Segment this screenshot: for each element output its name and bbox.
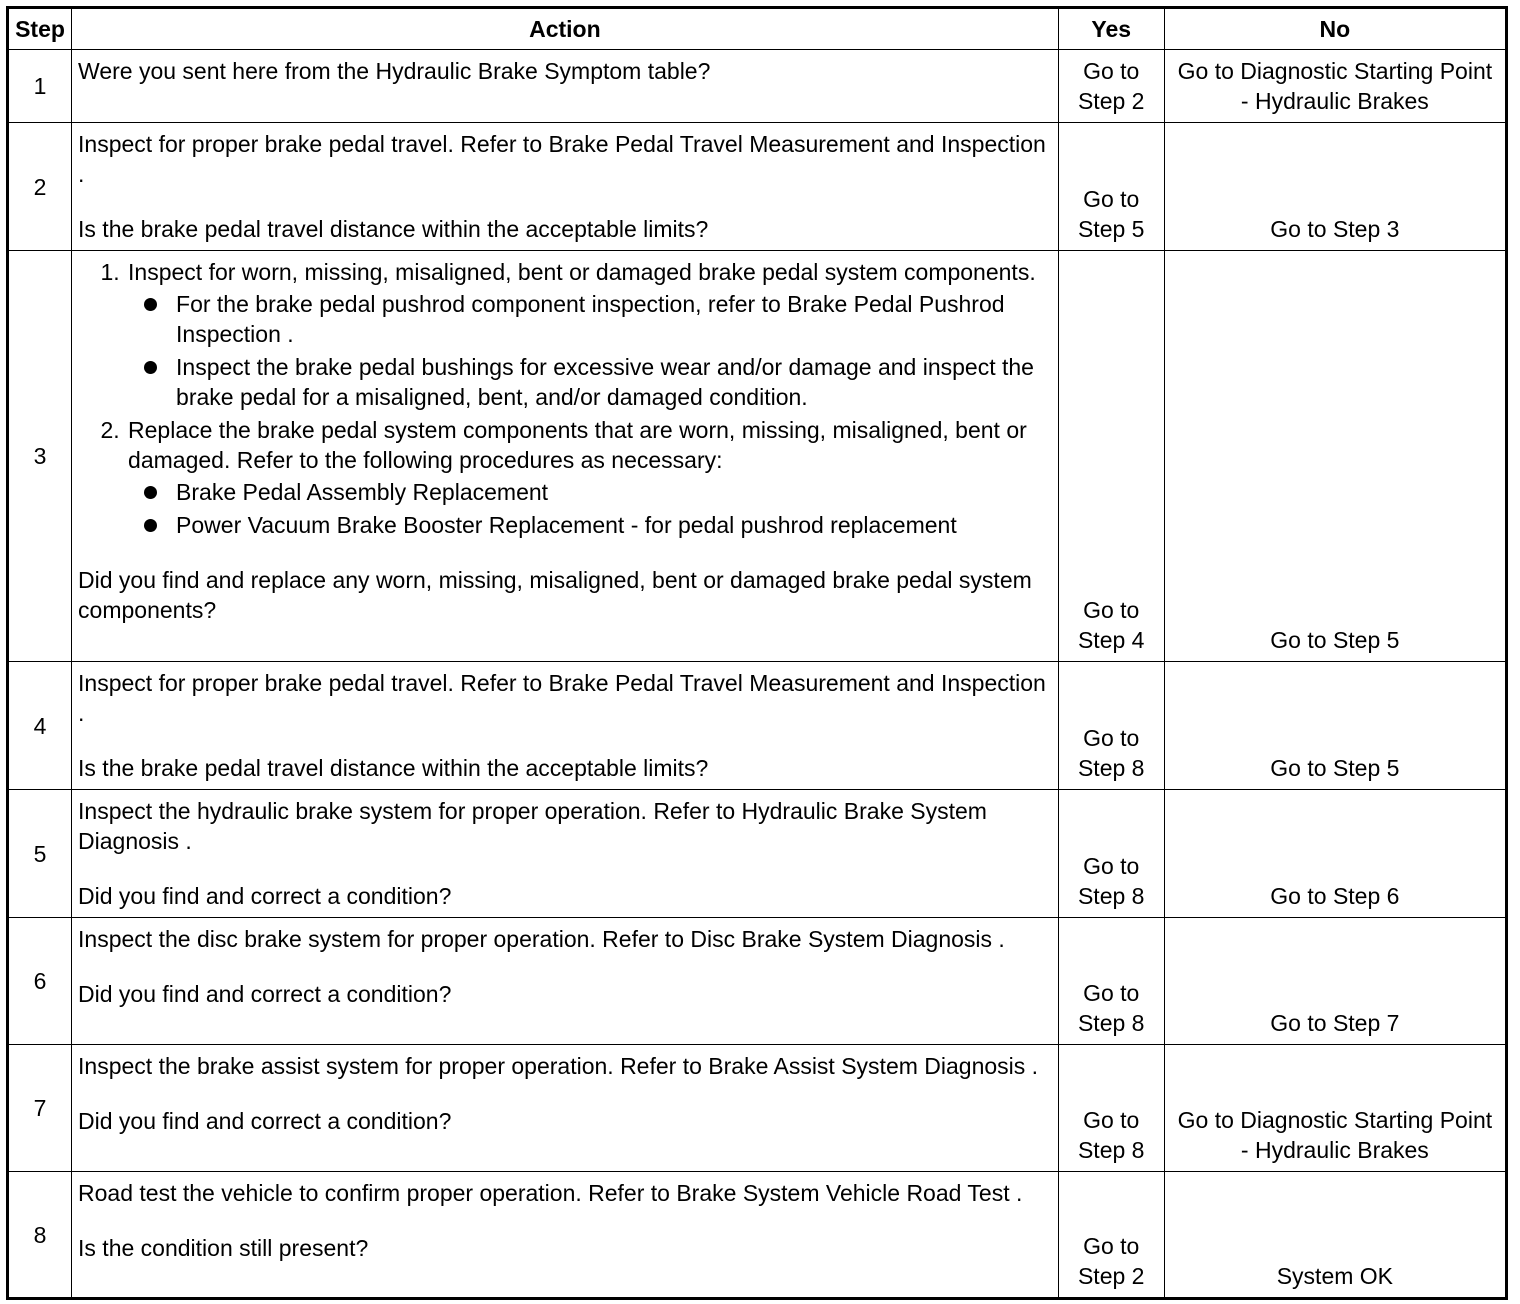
yes-cell: Go to Step 8 bbox=[1058, 1045, 1164, 1172]
table-row-step-4 bbox=[8, 662, 1507, 790]
step-number: 2 bbox=[8, 123, 72, 251]
yes-cell: Go to Step 4 bbox=[1058, 251, 1164, 662]
action-cell bbox=[72, 1045, 1059, 1172]
table-row-step-1 bbox=[8, 50, 1507, 123]
action-text: Road test the vehicle to confirm proper operation. Refer to Brake System Vehicle Road Test . bbox=[78, 1180, 1023, 1206]
header-row bbox=[8, 8, 1507, 50]
no-cell: Go to Step 7 bbox=[1164, 918, 1506, 1045]
action-text: Inspect for proper brake pedal travel. Refer to Brake Pedal Travel Measurement and Inspection . bbox=[78, 131, 1046, 187]
action-question: Did you find and replace any worn, missing, misaligned, bent or damaged brake pedal system components? bbox=[78, 567, 1032, 623]
no-cell: Go to Diagnostic Starting Point - Hydraulic Brakes bbox=[1164, 1045, 1506, 1172]
action-question: Is the brake pedal travel distance within the acceptable limits? bbox=[78, 755, 709, 781]
no-cell: Go to Diagnostic Starting Point - Hydraulic Brakes bbox=[1164, 50, 1506, 123]
no-cell: Go to Step 5 bbox=[1164, 662, 1506, 790]
yes-cell: Go to Step 8 bbox=[1058, 662, 1164, 790]
bullet-list bbox=[128, 289, 1052, 412]
bullet-item: Brake Pedal Assembly Replacement bbox=[176, 477, 1052, 507]
no-cell: Go to Step 5 bbox=[1164, 251, 1506, 662]
action-cell bbox=[72, 123, 1059, 251]
bullet-item: Power Vacuum Brake Booster Replacement - for pedal pushrod replacement bbox=[176, 510, 1052, 540]
step-number: 3 bbox=[8, 251, 72, 662]
action-text: Inspect the disc brake system for proper operation. Refer to Disc Brake System Diagnosis . bbox=[78, 926, 1005, 952]
action-cell bbox=[72, 50, 1059, 123]
table-row-step-3 bbox=[8, 251, 1507, 662]
yes-cell: Go to Step 2 bbox=[1058, 1172, 1164, 1299]
step-number: 5 bbox=[8, 790, 72, 918]
procedure-item bbox=[126, 257, 1052, 412]
action-question: Did you find and correct a condition? bbox=[78, 883, 452, 909]
table-row-step-7 bbox=[8, 1045, 1507, 1172]
table-row-step-6 bbox=[8, 918, 1507, 1045]
action-question: Did you find and correct a condition? bbox=[78, 981, 452, 1007]
action-text: Were you sent here from the Hydraulic Brake Symptom table? bbox=[78, 58, 711, 84]
action-cell bbox=[72, 790, 1059, 918]
header-action: Action bbox=[72, 8, 1059, 50]
yes-cell: Go to Step 5 bbox=[1058, 123, 1164, 251]
action-text: Inspect the brake assist system for proper operation. Refer to Brake Assist System Diagnosis . bbox=[78, 1053, 1039, 1079]
procedure-list bbox=[78, 257, 1052, 540]
header-no: No bbox=[1164, 8, 1506, 50]
header-step: Step bbox=[8, 8, 72, 50]
step-number: 4 bbox=[8, 662, 72, 790]
step-number: 7 bbox=[8, 1045, 72, 1172]
procedure-text: Replace the brake pedal system components that are worn, missing, misaligned, bent or damaged. Refer to the following procedures as necessary: bbox=[128, 417, 1027, 473]
yes-cell: Go to Step 8 bbox=[1058, 918, 1164, 1045]
diagnostic-table bbox=[6, 6, 1508, 1300]
no-cell: Go to Step 6 bbox=[1164, 790, 1506, 918]
action-question: Is the condition still present? bbox=[78, 1235, 369, 1261]
bullet-item: Inspect the brake pedal bushings for excessive wear and/or damage and inspect the brake pedal for a misaligned, bent, and/or damaged condition. bbox=[176, 352, 1052, 412]
procedure-text: Inspect for worn, missing, misaligned, bent or damaged brake pedal system components. bbox=[128, 259, 1036, 285]
bullet-item: For the brake pedal pushrod component inspection, refer to Brake Pedal Pushrod Inspection . bbox=[176, 289, 1052, 349]
step-number: 1 bbox=[8, 50, 72, 123]
action-cell bbox=[72, 1172, 1059, 1299]
no-cell: System OK bbox=[1164, 1172, 1506, 1299]
action-text: Inspect for proper brake pedal travel. Refer to Brake Pedal Travel Measurement and Inspection . bbox=[78, 670, 1046, 726]
bullet-list bbox=[128, 477, 1052, 540]
action-cell bbox=[72, 662, 1059, 790]
table-row-step-2 bbox=[8, 123, 1507, 251]
action-question: Did you find and correct a condition? bbox=[78, 1108, 452, 1134]
step-number: 6 bbox=[8, 918, 72, 1045]
procedure-item bbox=[126, 415, 1052, 540]
yes-cell: Go to Step 8 bbox=[1058, 790, 1164, 918]
yes-cell: Go to Step 2 bbox=[1058, 50, 1164, 123]
step-number: 8 bbox=[8, 1172, 72, 1299]
table-row-step-8 bbox=[8, 1172, 1507, 1299]
header-yes: Yes bbox=[1058, 8, 1164, 50]
action-text: Inspect the hydraulic brake system for proper operation. Refer to Hydraulic Brake System Diagnosis . bbox=[78, 798, 987, 854]
no-cell: Go to Step 3 bbox=[1164, 123, 1506, 251]
table-row-step-5 bbox=[8, 790, 1507, 918]
action-cell bbox=[72, 251, 1059, 662]
action-cell bbox=[72, 918, 1059, 1045]
action-question: Is the brake pedal travel distance within the acceptable limits? bbox=[78, 216, 709, 242]
